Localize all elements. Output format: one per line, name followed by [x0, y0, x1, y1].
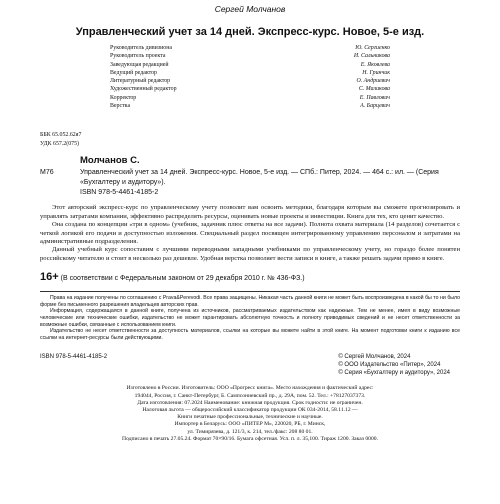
classification-codes	[40, 131, 460, 148]
staff-name: И. Сальникова	[353, 53, 390, 60]
staff-row	[110, 44, 390, 52]
staff-role: Руководитель проекта	[110, 53, 166, 60]
imprint-line: Импортер в Беларусь: ООО «ПИТЕР М», 220020, РБ, г. Минск,	[174, 421, 326, 428]
staff-name: О. Андриевич	[356, 78, 390, 85]
imprint-line: 194044, Россия, г. Санкт-Петербург, Б. Сампсониевский пр., д. 29А, пом. 52. Тел.: +78127037373.	[134, 392, 366, 399]
imprint-line: Книги печатные профессиональные, технические и научные.	[177, 414, 323, 421]
imprint-line: Изготовлено в России. Изготовитель: ООО «Прогресс книга». Место нахождения и фактический адрес:	[126, 385, 374, 392]
legal-notice	[40, 295, 460, 341]
staff-role: Художественный редактор	[110, 86, 177, 93]
staff-row	[110, 52, 390, 60]
udk-code: УДК 657.2(075)	[40, 140, 80, 147]
imprint-line: Дата изготовления: 07.2024 Наименование: книжная продукция. Срок годности: не ограничен.	[137, 399, 363, 406]
catalog-isbn: ISBN 978-5-4461-4185-2	[80, 189, 159, 197]
imprint	[40, 385, 460, 443]
staff-name: Е. Павлович	[359, 94, 390, 101]
staff-name: А. Барцевич	[360, 103, 390, 110]
legal-paragraph: Информация, содержащаяся в данной книге, получена из источников, рассматриваемых издательством как надежные. Тем не менее, имея в виду возможные человеческие или технические ошибки, издательство не может гарантировать абсолютную точность и полноту приводимых сведений и не несет ответственности за возможные ошибки, связанные с использованием книги.	[40, 308, 460, 328]
staff-role: Заведующая редакцией	[110, 61, 169, 68]
imprint-line: Налоговая льгота — общероссийский классификатор продукции ОК 034-2014, 58.11.12 —	[142, 406, 358, 413]
staff-role: Ведущий редактор	[110, 69, 157, 76]
staff-list	[110, 44, 390, 110]
staff-name: С. Маликова	[358, 86, 390, 93]
age-rating-law: (В соответствии с Федеральным законом от 29 декабря 2010 г. № 436-ФЗ.)	[60, 275, 305, 283]
staff-name: Ю. Сергиенко	[355, 45, 390, 51]
catalog-description: Управленческий учет за 14 дней. Экспресс-курс. Новое, 5-е изд. — СПб.: Питер, 2024. — 464 с.: ил. — (Серия «Бухгалтеру и аудитору»).	[80, 169, 439, 187]
bbk-code: ББК 65.052.62я7	[40, 132, 82, 139]
staff-name: Н. Гринчик	[362, 69, 390, 76]
isbn-copyright-block	[40, 353, 460, 377]
catalog-author: Молчанов С.	[80, 155, 140, 167]
catalog-number: М76	[40, 169, 54, 177]
staff-row	[110, 69, 390, 77]
staff-role: Верстка	[110, 103, 131, 110]
staff-row	[110, 85, 390, 93]
staff-row	[110, 94, 390, 102]
annotation-paragraph: Этот авторский экспресс-курс по управленческому учету позволит вам освоить методики, благодаря которым вы сможете прогнозировать и управлять затратами компании, эффективно распределять ресурсы, оценивать новые проекты и инвестиции. Книга для тех, кто ценит качество.	[40, 204, 460, 220]
annotation	[40, 204, 460, 263]
copyright-page	[0, 4, 500, 504]
copyright-list	[338, 353, 460, 377]
copyright-line: © ООО Издательство «Питер», 2024	[338, 361, 450, 369]
divider	[40, 291, 460, 292]
staff-row	[110, 102, 390, 110]
staff-role: Руководитель дивизиона	[110, 45, 172, 51]
copyright-line: © Сергей Молчанов, 2024	[338, 353, 450, 361]
staff-name: Е. Яковлева	[360, 61, 390, 68]
legal-paragraph: Издательство не несет ответственности за доступность материалов, ссылки на которые вы можете найти в этой книге. На момент подготовки книги к изданию все ссылки на интернет-ресурсы были действующими.	[40, 328, 460, 341]
age-rating	[40, 271, 460, 285]
imprint-line: ул. Тимирязева, д. 121/3, к. 214, тел./факс: 208 80 01.	[187, 428, 313, 435]
book-title: Управленческий учет за 14 дней. Экспресс-курс. Новое, 5-е изд.	[75, 26, 425, 38]
staff-role: Корректор	[110, 94, 137, 101]
author-header: Сергей Молчанов	[214, 4, 286, 14]
copyright-line: © Серия «Бухгалтеру и аудитору», 2024	[338, 369, 450, 377]
bottom-isbn: ISBN 978-5-4461-4185-2	[40, 354, 108, 361]
imprint-line: Подписано в печать 27.05.24. Формат 70×90/16. Бумага офсетная. Усл. п. л. 35,100. Тираж 1200. Заказ 0000.	[122, 435, 378, 442]
legal-paragraph: Права на издание получены по соглашению с Prava&Perevodi. Все права защищены. Никакая часть данной книги не может быть воспроизведена в какой бы то ни было форме без письменного разрешения владельцев авторских прав.	[40, 295, 460, 308]
staff-row	[110, 61, 390, 69]
staff-row	[110, 77, 390, 85]
annotation-paragraph: Данный учебный курс сопоставим с лучшими переводными западными учебниками по управленческому учету, но гораздо более понятен российскому читателю и стоит в несколько раз дешевле. Удобная верстка позволяет вести записи в книге, а также решать задачи прямо в книге.	[40, 246, 460, 262]
annotation-paragraph: Она создана по концепции «три в одном» (учебник, задачник плюс ответы на все задачи). Полнота охвата материала (14 разделов) сочетается с четкой логикой его подачи и доступностью изложения. Специальный раздел посвящен интегрированному управлению персоналом и затратами на административные подразделения.	[40, 221, 460, 245]
catalog-entry	[40, 168, 460, 188]
age-rating-badge: 16+	[40, 271, 59, 284]
staff-role: Литературный редактор	[110, 78, 171, 85]
